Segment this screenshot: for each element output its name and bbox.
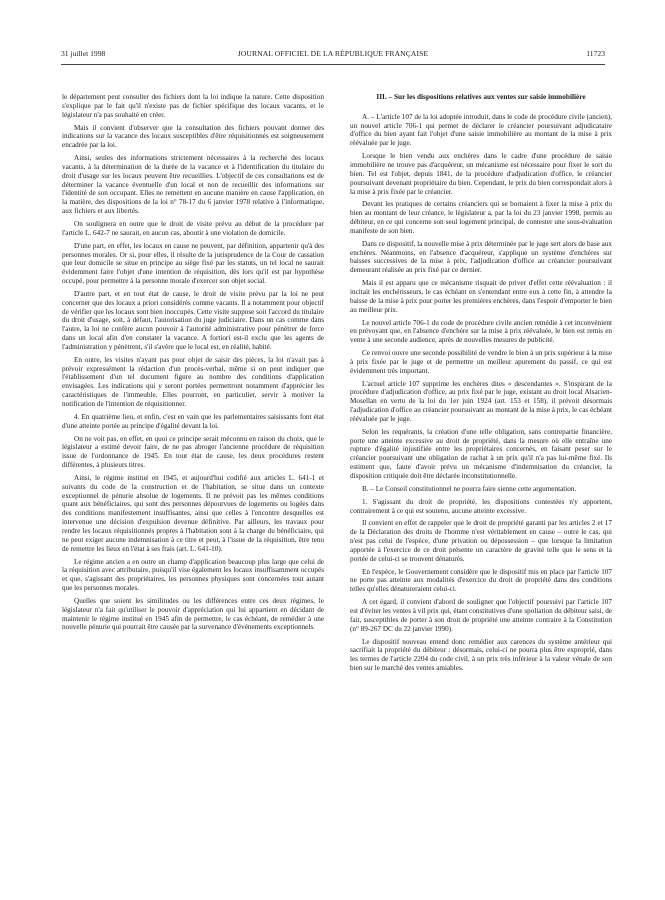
paragraph: A cet égard, il convient d'abord de souligner que l'objectif poursuivi par l'article 107 est d'éviter les ventes à vil prix qui, étant constitutives d'une spoliation du débiteur saisi, de fait, susceptibles de porter à son droit de propriété une atteinte contraire à la Constitution (n° 89-267 DC du 22 janvier 1990).	[350, 598, 612, 633]
paragraph: Ainsi, le régime institué en 1945, et aujourd'hui codifié aux articles L. 641-1 et suivants du code de la construction et de l'habitation, se situe dans un contexte exceptionnel de pénurie absolue de logements. Il ne prévoit pas les mêmes conditions quant aux bénéficiaires, qui sont des personnes dépourvues de logements ou logées dans des conditions manifestement insuffisantes, ainsi que celles à l'encontre desquelles est intervenue une décision d'expulsion devenue définitive. Par ailleurs, les travaux pour rendre les locaux réquisitionnés propres à l'habitation sont à la charge du bénéficiaire, qui ne peut exiger aucune indemnisation à ce titre et peut, à l'issue de la réquisition, être tenu de remettre les lieux en l'état à ses frais (art. L. 641-10).	[62, 473, 324, 553]
paragraph: B. – Le Conseil constitutionnel ne pourra faire sienne cette argumentation.	[362, 484, 577, 493]
header-rule	[61, 64, 605, 65]
paragraph: Selon les requérants, la création d'une telle obligation, sans contrepartie financière, porte une atteinte excessive au droit de propriété, dans la mesure où elle entraîne une rupture d'égalité injustifiée entre les propriétaires concernés, en faisant peser sur le créancier poursuivant une obligation de rachat à un prix qu'il n'a pas lui-même fixé. Ils estiment que, faute d'avoir prévu un mécanisme d'indemnisation du créancier, la disposition critiquée doit être déclarée inconstitutionnelle.	[350, 427, 612, 481]
header-date: 31 juillet 1998	[61, 49, 106, 58]
paragraph: En l'espèce, le Gouvernement considère que le dispositif mis en place par l'article 107 ne porte pas atteinte aux modalités d'exercice du droit de propriété dans des conditions telles qu'elles dénatureraient celui-ci.	[350, 567, 612, 594]
paragraph: Devant les pratiques de certains créanciers qui se bornaient à fixer la mise à prix du bien au montant de leur créance, le législateur a, par la loi du 23 janvier 1998, permis au débiteur, en ce qui concerne son seul logement principal, de contester une sous-évaluation manifeste de son bien.	[350, 200, 612, 235]
paragraph: Ce renvoi ouvre une seconde possibilité de vendre le bien à un prix supérieur à la mise à prix fixée par le juge et de permettre un meilleur apurement du passif, ce qui est évidemment très important.	[350, 349, 612, 375]
paragraph: Il convient en effet de rappeler que le droit de propriété garanti par les articles 2 et 17 de la Déclaration des droits de l'homme n'est véritablement en cause – outre le cas, qui n'est pas celui de l'espèce, d'une privation ou dépossession – que lorsque la limitation apportée à l'exercice de ce droit présente un caractère de gravité telle que le sens et la portée de celui-ci se trouvent dénaturés.	[350, 519, 612, 563]
left-column	[62, 93, 324, 885]
paragraph: Le nouvel article 706-1 du code de procédure civile ancien remédie à cet inconvénient en prévoyant que, en l'absence d'enchère sur la mise à prix réévaluée, le bien est remis en vente à une seconde audience, après de nouvelles mesures de publicité.	[350, 318, 612, 345]
paragraph: Quelles que soient les similitudes ou les différences entre ces deux régimes, le législateur n'a fait qu'utiliser le pouvoir d'appréciation qui lui appartient en décidant de maintenir le régime institué en 1945 afin de permettre, le cas échéant, de remédier à une nouvelle pénurie qui pourrait être causée par la survenance d'événements exceptionnels.	[62, 596, 324, 632]
paragraph: Dans ce dispositif, la nouvelle mise à prix déterminée par le juge sert alors de base aux enchères. Néanmoins, en l'absence d'acquéreur, s'applique un système d'enchères sur baisses successives de la mise à prix, l'adjudication d'office au créancier poursuivant demeurant réalisée au prix fixé par ce dernier.	[350, 239, 612, 275]
paragraph: A. – L'article 107 de la loi adoptée introduit, dans le code de procédure civile (ancien), un nouvel article 706-1 qui permet de déclarer le créancier poursuivant adjudicataire d'office du bien ayant fait l'objet d'une saisie immobilière au montant de la mise à prix réévaluée par le juge.	[350, 112, 612, 148]
paragraph: On soulignera en outre que le droit de visite prévu au début de la procédure par l'article L. 642-7 ne saurait, en aucun cas, aboutir à une violation de domicile.	[62, 219, 324, 237]
paragraph: On ne voit pas, en effet, en quoi ce principe serait méconnu en raison du choix, que le législateur a estimé devoir faire, de ne pas abroger l'ancienne procédure de réquisition issue de l'ordonnance de 1945. En tout état de cause, les deux procédures restent différentes, à plusieurs titres.	[62, 434, 324, 470]
page-header	[61, 48, 605, 60]
header-page-number: 11723	[586, 49, 605, 58]
header-title: JOURNAL OFFICIEL DE LA RÉPUBLIQUE FRANÇAISE	[237, 49, 429, 58]
paragraph: 1. S'agissant du droit de propriété, les dispositions contestées n'y apportent, contrairement à ce qui est soutenu, aucune atteinte excessive.	[350, 497, 612, 515]
paragraph: D'autre part, et en tout état de cause, le droit de visite prévu par la loi ne peut concerner que des locaux a priori considérés comme vacants. Il a notamment pour objectif de vérifier que les locaux sont bien inoccupés. Cette visite suppose soit l'accord du titulaire du droit d'usage, soit, à défaut, l'autorisation du juge judiciaire. Dans un cas comme dans l'autre, la loi ne confère aucun pouvoir à l'autorité administrative pour pénétrer de force dans un local afin d'en constater la vacance. A fortiori est-il exclu que les agents de l'administration y pénètrent, s'il s'avère que le local est, en réalité, habité.	[62, 289, 324, 351]
paragraph: Mais il est apparu que ce mécanisme risquait de priver d'effet cette réévaluation : il incitait les enchérisseurs, le cas échéant en s'entendant entre eux à cette fin, à attendre la baisse de la mise à prix pour porter les premières enchères, dans l'espoir d'emporter le bien au meilleur prix.	[350, 279, 612, 314]
paragraph: Le régime ancien a en outre un champ d'application beaucoup plus large que celui de la réquisition avec attributaire, puisqu'il vise également les locaux insuffisamment occupés et que, s'agissant des propriétaires, les personnes physiques sont concernées tout autant que les personnes morales.	[62, 557, 324, 593]
paragraph: 4. En quatrième lieu, et enfin, c'est en vain que les parlementaires saisissants font état d'une atteinte portée au principe d'égalité devant la loi.	[62, 412, 324, 430]
section-title: III. – Sur les dispositions relatives aux ventes sur saisie immobilière	[376, 93, 586, 101]
paragraph: Lorsque le bien vendu aux enchères dans le cadre d'une procédure de saisie immobilière ne trouve pas d'acquéreur, un mécanisme est nécessaire pour fixer le sort du bien. Tel est l'objet, depuis 1841, de la procédure d'adjudication d'office, le créancier poursuivant devenant propriétaire du bien. Cependant, le prix du bien correspondait alors à la mise à prix fixée par le créancier.	[350, 152, 612, 196]
paragraph: Le dispositif nouveau entend donc remédier aux carences du système antérieur qui sacrifiait la propriété du débiteur : désormais, celui-ci ne pourra plus être exproprié, dans les termes de l'article 2204 du code civil, à un prix très inférieur à la valeur vénale de son bien sur le marché des ventes amiables.	[350, 637, 612, 673]
paragraph: D'une part, en effet, les locaux en cause ne peuvent, par définition, appartenir qu'à des personnes morales. Or si, pour elles, il résulte de la jurisprudence de la Cour de cassation que leur domicile se situe en principe au siège fixé par les statuts, un tel local ne saurait évidemment faire l'objet d'une intention de réquisition, dès lors qu'il est par hypothèse occupé, pour permettre à la personne morale d'exercer son objet social.	[62, 241, 324, 286]
paragraph: le département peut consulter des fichiers dont la loi indique la nature. Cette disposition s'explique par le fait qu'il n'existe pas de fichier spécifique des locaux vacants, et le législateur n'a pas souhaité en créer.	[62, 93, 324, 119]
paragraph: En outre, les visites n'ayant pas pour objet de saisir des pièces, la loi n'avait pas à prévoir expressément la rédaction d'un procès-verbal, même si on peut indiquer que l'établissement d'un tel document figure au nombre des conditions d'application envisagées. Les indications qui y seront portées permettront notamment d'apprécier les caractéristiques de l'immeuble. Elles pourront, en particulier, servir à motiver la notification de l'intention de réquisitionner.	[62, 355, 324, 408]
paragraph: L'actuel article 107 supprime les enchères dites « descendantes ». S'inspirant de la procédure d'adjudication d'office, au prix fixé par le juge, existant au droit local Alsacien-Mosellan en vertu de la loi du 1er juin 1924 (art. 153 et 158), il prévoit désormais l'adjudication d'office au créancier poursuivant au montant de la mise à prix, le cas échéant réévaluée par le juge.	[350, 379, 612, 423]
paragraph: Ainsi, seules des informations strictement nécessaires à la recherche des locaux vacants, à la détermination de la durée de la vacance et à l'identification du titulaire du droit d'usage sur les locaux peuvent être recueillies. L'objectif de ces consultations est de déterminer la vacance éventuelle d'un local et non de recueillir des informations sur l'identité de son occupant. Elles ne remettent en aucune manière en cause l'application, en la matière, des dispositions de la loi n° 78-17 du 6 janvier 1978 relative à l'informatique, aux fichiers et aux libertés.	[62, 154, 324, 216]
right-column	[350, 93, 612, 885]
paragraph: Mais il convient d'observer que la consultation des fichiers pouvant donner des indications sur la vacance des locaux susceptibles d'être réquisitionnés est soigneusement encadrée par la loi.	[62, 123, 324, 150]
